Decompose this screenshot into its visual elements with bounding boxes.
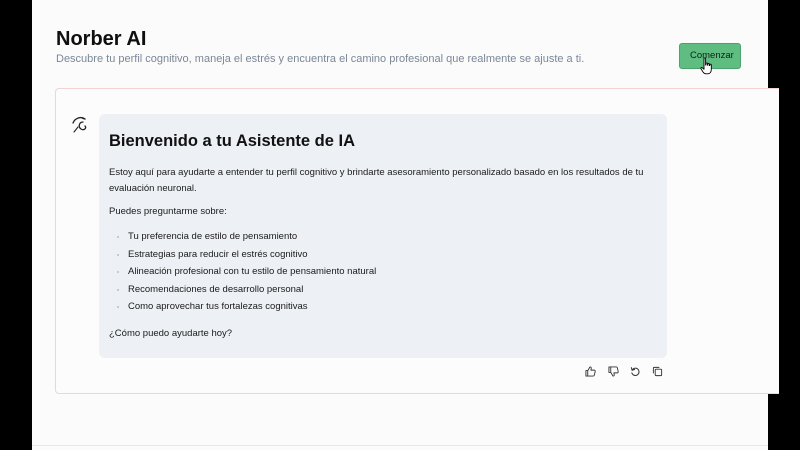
assistant-message bbox=[99, 114, 667, 358]
topics-list bbox=[109, 228, 657, 316]
message-topics-label: Puedes preguntarme sobre: bbox=[109, 206, 227, 217]
assistant-logo-icon bbox=[70, 114, 92, 136]
message-intro: Estoy aquí para ayudarte a entender tu perfil cognitivo y brindarte asesoramiento personalizado basado en los resultados de tu evaluación neuronal. bbox=[109, 167, 644, 194]
list-item: Tu preferencia de estilo de pensamiento bbox=[109, 228, 657, 246]
list-item: Estrategias para reducir el estrés cognitivo bbox=[109, 246, 657, 264]
copy-icon[interactable] bbox=[652, 366, 663, 377]
start-button[interactable]: Comenzar bbox=[679, 43, 741, 69]
list-item: Alineación profesional con tu estilo de pensamiento natural bbox=[109, 263, 657, 281]
page-title: Norber AI bbox=[56, 28, 147, 50]
divider bbox=[32, 445, 768, 446]
hand-cursor-icon bbox=[700, 57, 714, 75]
thumbs-down-icon[interactable] bbox=[608, 366, 619, 377]
message-heading: Bienvenido a tu Asistente de IA bbox=[109, 132, 356, 150]
regenerate-icon[interactable] bbox=[630, 366, 641, 377]
list-item: Recomendaciones de desarrollo personal bbox=[109, 281, 657, 299]
page-subtitle: Descubre tu perfil cognitivo, maneja el estrés y encuentra el camino profesional que realmente se ajuste a ti. bbox=[56, 53, 585, 65]
thumbs-up-icon[interactable] bbox=[585, 366, 596, 377]
message-closing: ¿Cómo puedo ayudarte hoy? bbox=[109, 327, 233, 339]
list-item: Como aprovechar tus fortalezas cognitivas bbox=[109, 298, 657, 316]
